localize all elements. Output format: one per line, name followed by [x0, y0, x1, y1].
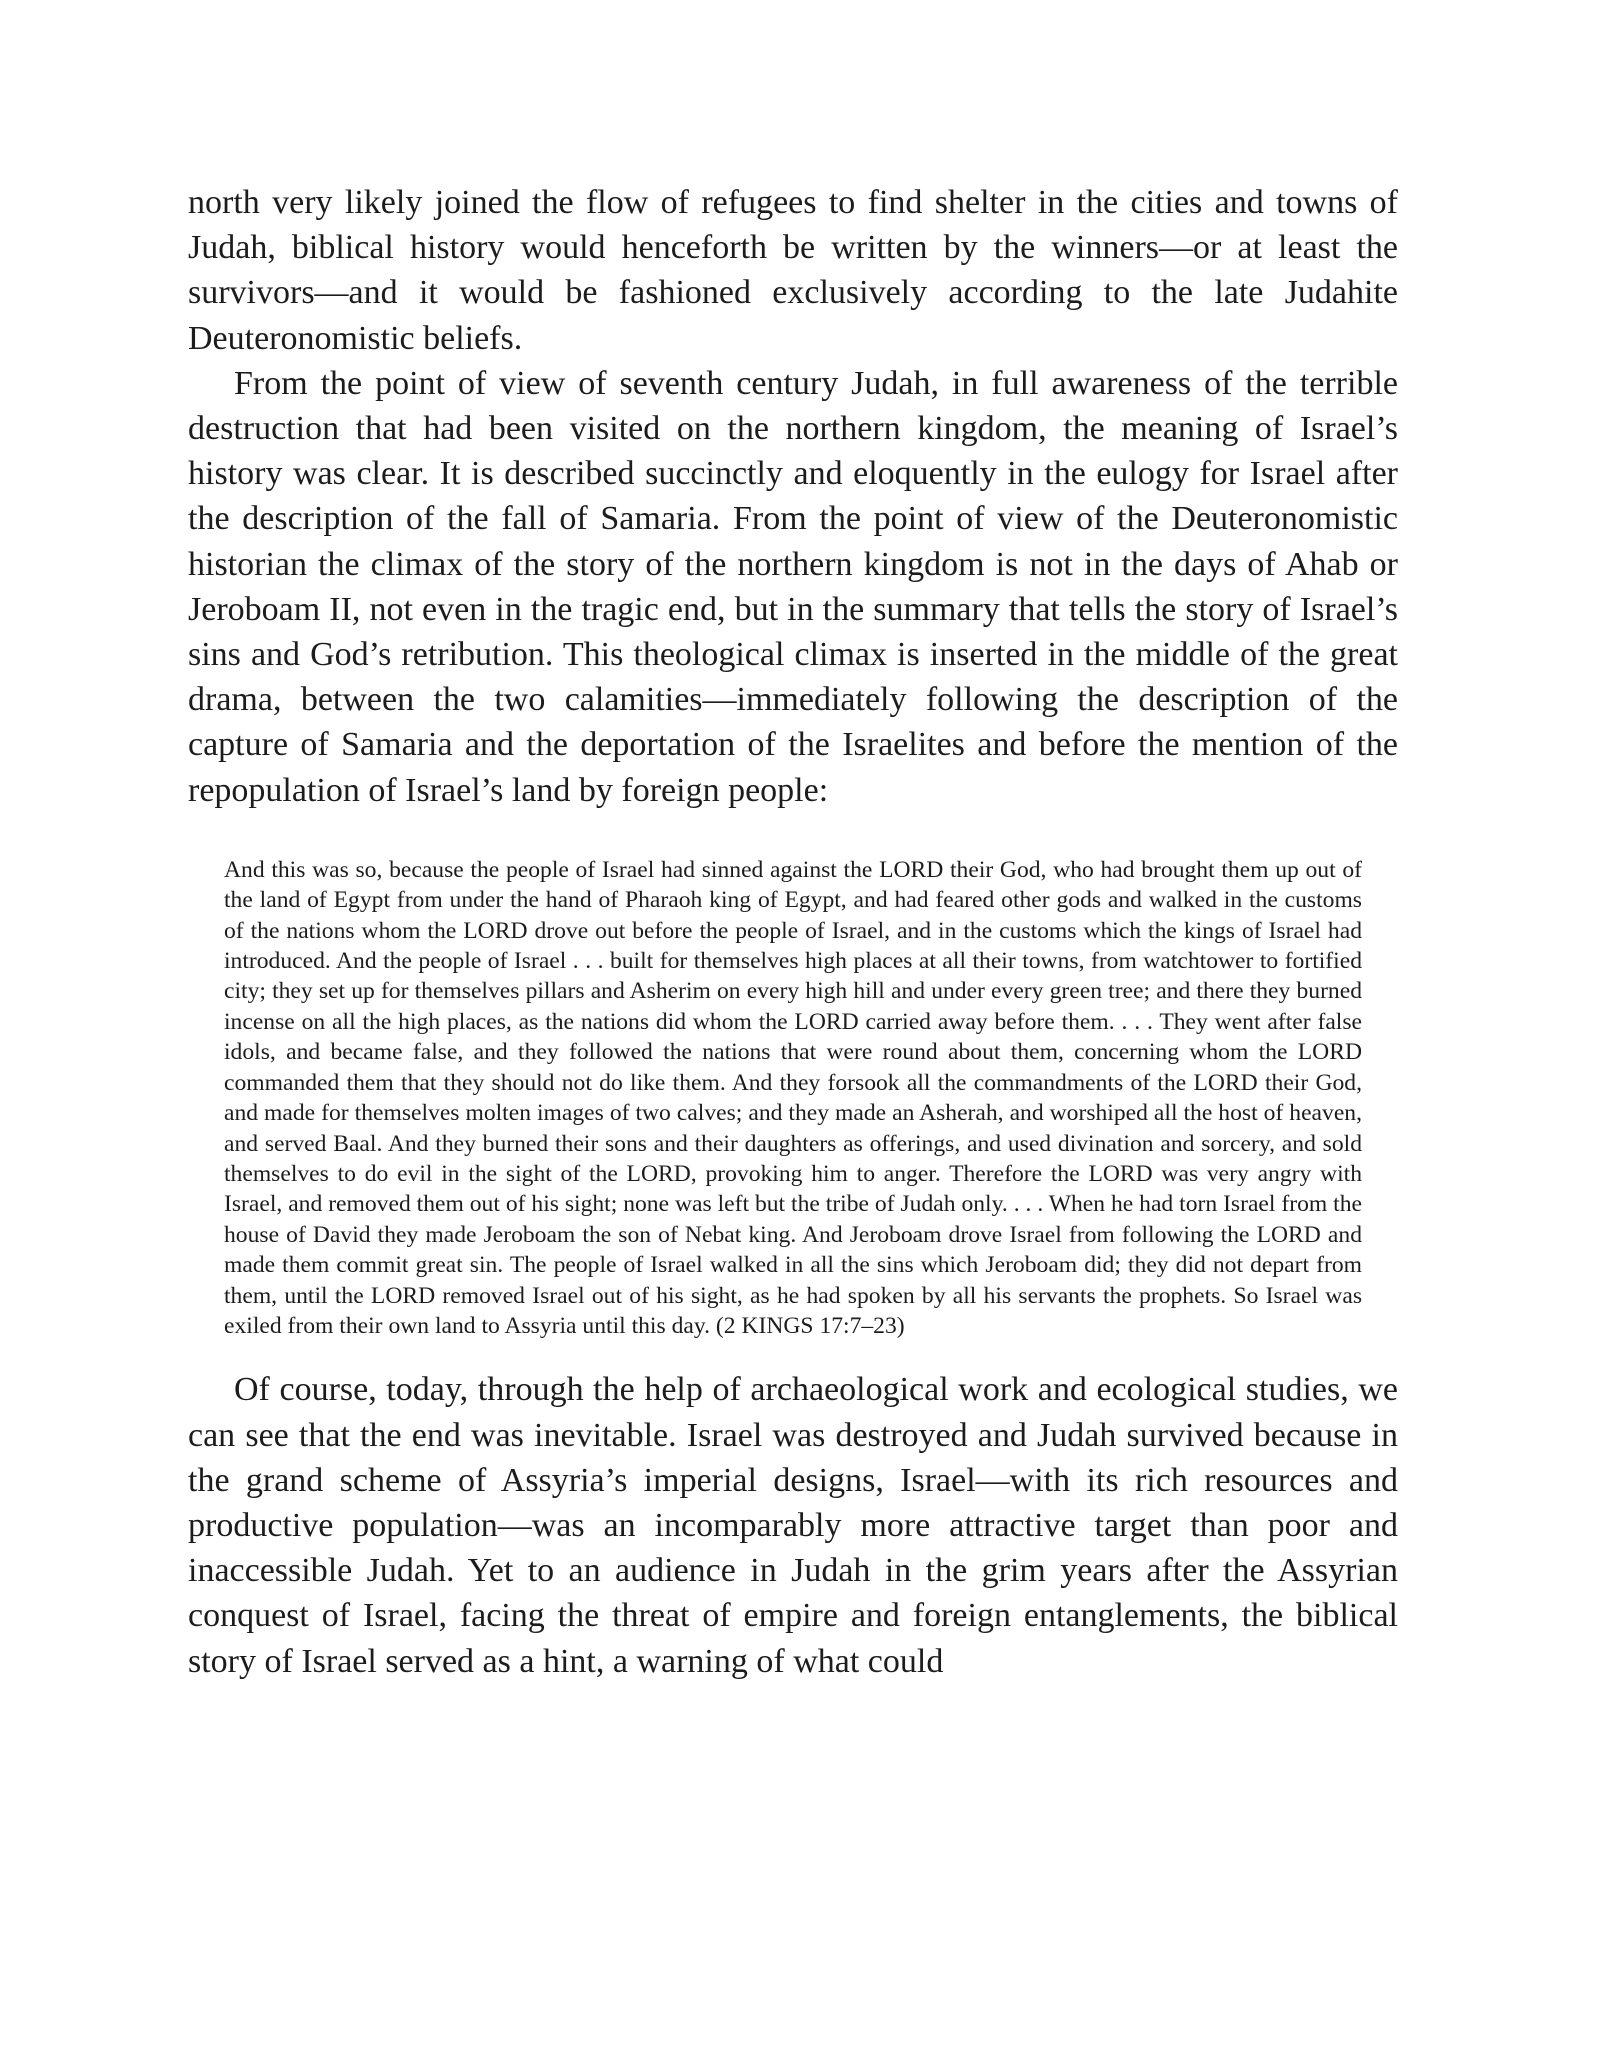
body-paragraph: From the point of view of seventh century Judah, in full awareness of the terrible destruction that had been visited on the northern kingdom, the meaning of Israel’s history was clear. It is described succinctly and eloquently in the eulogy for Israel after the description of the fall of Samaria. From the point of view of the Deuteronomistic historian the climax of the story of the northern kingdom is not in the days of Ahab or Jeroboam II, not even in the tragic end, but in the summary that tells the story of Israel’s sins and God’s retribution. This theological climax is inserted in the middle of the great drama, between the two calamities—immediately following the description of the capture of Samaria and the deportation of the Israelites and before the mention of the repopulation of Israel’s land by foreign people: [188, 364, 1398, 809]
book-page [188, 180, 1398, 1684]
body-paragraph-final: Of course, today, through the help of archaeological work and ecological studies, we can see that the end was inevitable. Israel was destroyed and Judah survived because in the grand scheme of Assyria’s imperial designs, Israel—with its rich resources and productive population—was an incomparably more attractive target than poor and inaccessible Judah. Yet to an audience in Judah in the grim years after the Assyrian conquest of Israel, facing the threat of empire and foreign entanglements, the biblical story of Israel served as a hint, a warning of what could [188, 1371, 1398, 1680]
block-quote: And this was so, because the people of Israel had sinned against the LORD their God, who had brought them up out of the land of Egypt from under the hand of Pharaoh king of Egypt, and had feared other gods and walked in the customs of the nations whom the LORD drove out before the people of Israel, and in the customs which the kings of Israel had introduced. And the people of Israel . . . built for themselves high places at all their towns, from watchtower to fortified city; they set up for themselves pillars and Asherim on every high hill and under every green tree; and there they burned incense on all the high places, as the nations did whom the LORD carried away before them. . . . They went after false idols, and became false, and they followed the nations that were round about them, concerning whom the LORD commanded them that they should not do like them. And they forsook all the commandments of the LORD their God, and made for themselves molten images of two calves; and they made an Asherah, and worshiped all the host of heaven, and served Baal. And they burned their sons and their daughters as offerings, and used divination and sorcery, and sold themselves to do evil in the sight of the LORD, provoking him to anger. Therefore the LORD was very angry with Israel, and removed them out of his sight; none was left but the tribe of Judah only. . . . When he had torn Israel from the house of David they made Jeroboam the son of Nebat king. And Jeroboam drove Israel from following the LORD and made them commit great sin. The people of Israel walked in all the sins which Jeroboam did; they did not depart from them, until the LORD removed Israel out of his sight, as he had spoken by all his servants the prophets. So Israel was exiled from their own land to Assyria until this day. (2 KINGS 17:7–23) [224, 856, 1362, 1339]
body-paragraph-continued: north very likely joined the flow of refugees to find shelter in the cities and towns of Judah, biblical history would henceforth be written by the winners—or at least the survivors—and it would be fashioned exclusively according to the late Judahite Deuteronomistic beliefs. [188, 184, 1398, 357]
